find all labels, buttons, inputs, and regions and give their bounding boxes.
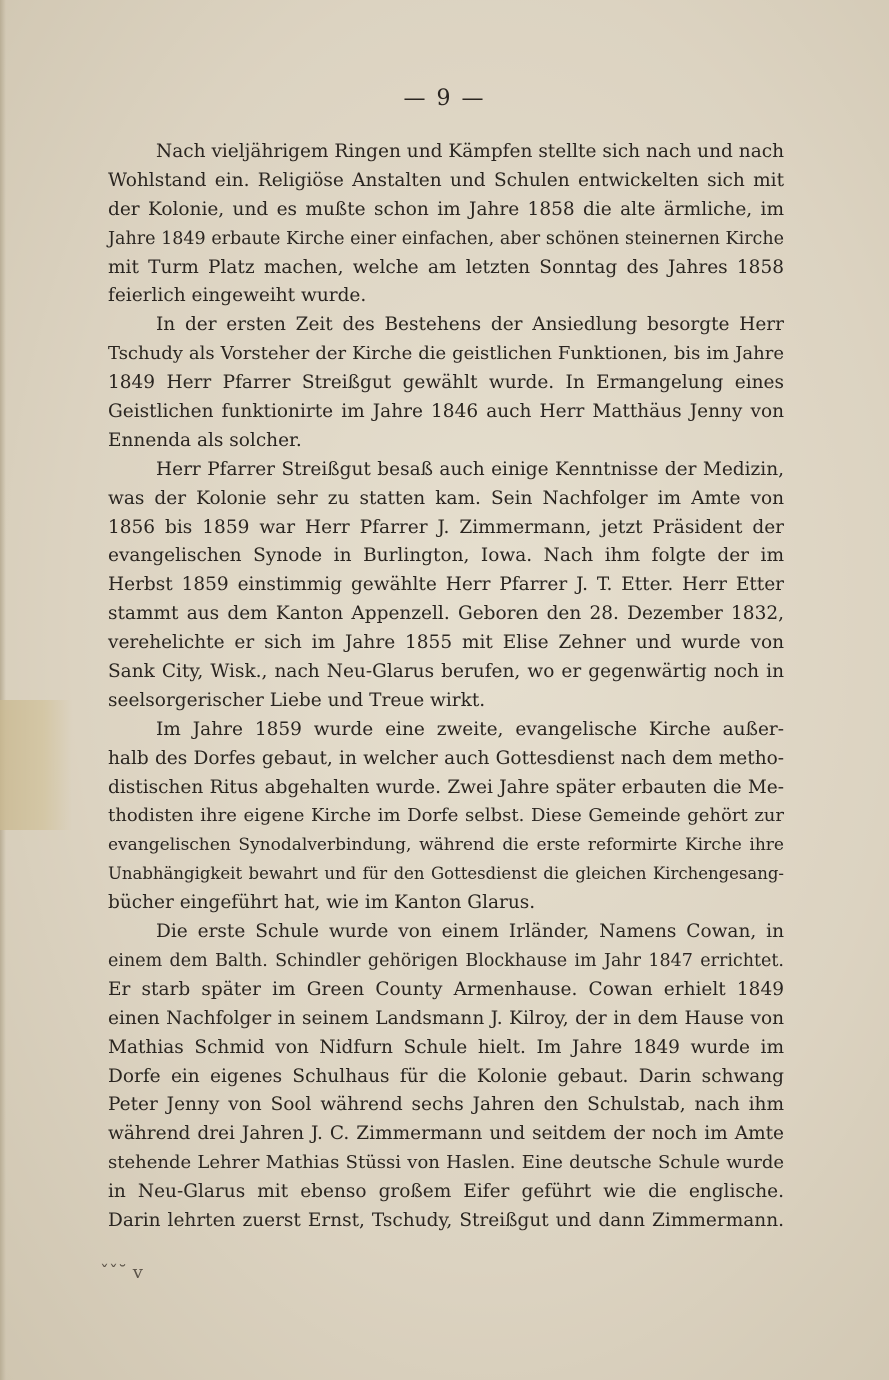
- stray-ink-marks: ˇˇ˘ v: [100, 1262, 143, 1283]
- text-line: Ennenda als solcher.: [108, 429, 302, 451]
- text-line: Mathias Schmid von Nidfurn Schule hielt. Im Jahre 1849 wurde im: [108, 1036, 784, 1058]
- text-line: Die erste Schule wurde von einem Irländer, Namens Cowan, in: [156, 921, 784, 943]
- text-line: einem dem Balth. Schindler gehörigen Blockhause im Jahr 1847 errichtet.: [108, 950, 784, 971]
- text-line: feierlich eingeweiht wurde.: [108, 285, 367, 307]
- text-line: einen Nachfolger in seinem Landsmann J. Kilroy, der in dem Hause von: [108, 1007, 784, 1029]
- text-line: während drei Jahren J. C. Zimmermann und seitdem der noch im Amte: [108, 1123, 784, 1145]
- body-text: [108, 138, 784, 1236]
- text-line: evangelischen Synodalverbindung, während die erste reformirte Kirche ihre: [108, 835, 784, 856]
- text-line: Geistlichen funktionirte im Jahre 1846 auch Herr Matthäus Jenny von: [108, 401, 784, 423]
- text-line: 1849 Herr Pfarrer Streißgut gewählt wurde. In Ermangelung eines: [108, 372, 784, 394]
- text-line: Peter Jenny von Sool während sechs Jahren den Schulstab, nach ihm: [108, 1094, 784, 1116]
- text-line: halb des Dorfes gebaut, in welcher auch Gottesdienst nach dem metho-: [108, 747, 784, 769]
- text-line: 1856 bis 1859 war Herr Pfarrer J. Zimmermann, jetzt Präsident der: [108, 516, 784, 538]
- text-line: Herr Pfarrer Streißgut besaß auch einige Kenntnisse der Medizin,: [156, 458, 784, 480]
- text-line: seelsorgerischer Liebe und Treue wirkt.: [108, 689, 486, 711]
- text-line: bücher eingeführt hat, wie im Kanton Glarus.: [108, 892, 536, 914]
- text-line: mit Turm Platz machen, welche am letzten Sonntag des Jahres 1858: [108, 256, 784, 278]
- text-line: thodisten ihre eigene Kirche im Dorfe selbst. Diese Gemeinde gehört zur: [108, 805, 784, 827]
- text-line: Darin lehrten zuerst Ernst, Tschudy, Streißgut und dann Zimmermann.: [108, 1209, 784, 1231]
- text-line: Herbst 1859 einstimmig gewählte Herr Pfarrer J. T. Etter. Herr Etter: [108, 574, 784, 596]
- text-line: Im Jahre 1859 wurde eine zweite, evangelische Kirche außer-: [156, 718, 784, 740]
- text-line: verehelichte er sich im Jahre 1855 mit Elise Zehner und wurde von: [108, 632, 784, 654]
- text-line: Tschudy als Vorsteher der Kirche die geistlichen Funktionen, bis im Jahre: [108, 343, 784, 365]
- text-line: stammt aus dem Kanton Appenzell. Geboren den 28. Dezember 1832,: [108, 603, 784, 625]
- text-line: in Neu-Glarus mit ebenso großem Eifer geführt wie die englische.: [108, 1181, 784, 1203]
- text-line: Wohlstand ein. Religiöse Anstalten und Schulen entwickelten sich mit: [108, 169, 784, 191]
- text-line: evangelischen Synode in Burlington, Iowa. Nach ihm folgte der im: [108, 545, 784, 567]
- text-line: Unabhängigkeit bewahrt und für den Gottesdienst die gleichen Kirchengesang-: [108, 864, 784, 884]
- text-line: Jahre 1849 erbaute Kirche einer einfachen, aber schönen steinernen Kirche: [108, 228, 784, 249]
- text-line: Er starb später im Green County Armenhause. Cowan erhielt 1849: [108, 978, 784, 1000]
- paper-stain: [0, 700, 72, 830]
- text-line: distischen Ritus abgehalten wurde. Zwei Jahre später erbauten die Me-: [108, 776, 784, 798]
- text-line: der Kolonie, und es mußte schon im Jahre 1858 die alte ärmliche, im: [108, 198, 784, 220]
- text-line: Nach vieljährigem Ringen und Kämpfen stellte sich nach und nach: [156, 141, 784, 162]
- text-line: was der Kolonie sehr zu statten kam. Sein Nachfolger im Amte von: [108, 487, 784, 509]
- text-line: Dorfe ein eigenes Schulhaus für die Kolonie gebaut. Darin schwang: [108, 1065, 784, 1087]
- page-number: — 9 —: [403, 86, 486, 111]
- text-line: stehende Lehrer Mathias Stüssi von Haslen. Eine deutsche Schule wurde: [108, 1152, 784, 1174]
- text-line: In der ersten Zeit des Bestehens der Ansiedlung besorgte Herr: [156, 314, 784, 336]
- page-edge-shadow: [0, 0, 6, 1380]
- text-line: Sank City, Wisk., nach Neu-Glarus berufen, wo er gegenwärtig noch in: [108, 661, 784, 683]
